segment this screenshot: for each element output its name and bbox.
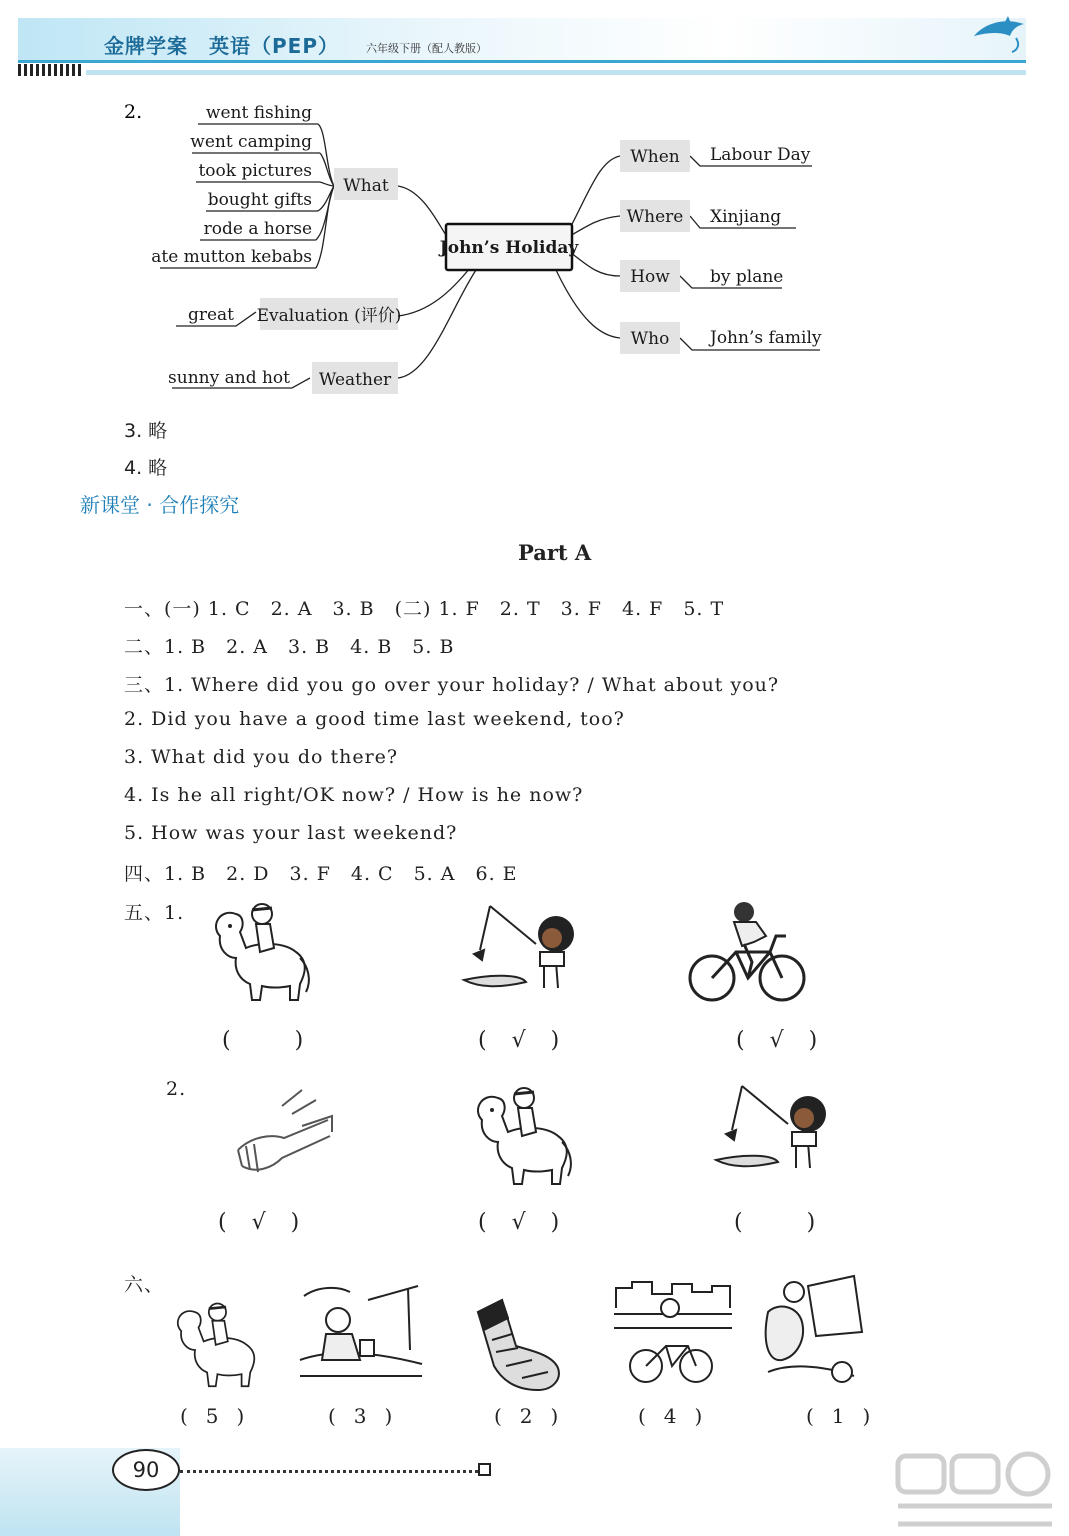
where-value: Xinjiang xyxy=(710,207,782,227)
weather-label: Weather xyxy=(318,370,392,390)
answer-line: 2. Did you have a good time last weekend, too? xyxy=(124,708,625,730)
fallen-boy-icon xyxy=(758,1272,870,1390)
answer-line: 4. Is he all right/OK now? / How is he now? xyxy=(124,784,584,806)
injured-hand-icon xyxy=(232,1086,338,1178)
page-number: 90 xyxy=(112,1449,180,1491)
watermark-logo-icon xyxy=(890,1450,1060,1532)
six-paren-3: ( 2 ) xyxy=(494,1404,559,1428)
what-item: ate mutton kebabs xyxy=(151,247,312,267)
five-row2-paren-1: ( √ ) xyxy=(218,1210,300,1235)
mindmap-number: 2. xyxy=(124,101,143,123)
what-item: bought gifts xyxy=(207,190,312,210)
five-row1-paren-1: ( ) xyxy=(222,1028,304,1053)
five-label: 五、1. xyxy=(124,902,185,924)
six-label: 六、 xyxy=(124,1274,165,1296)
five-label-2: 2. xyxy=(166,1078,187,1100)
what-item: took pictures xyxy=(198,161,312,181)
five-row2-paren-3: ( ) xyxy=(734,1210,816,1235)
book-subtitle: 六年级下册（配人教版） xyxy=(366,42,487,55)
what-item: went fishing xyxy=(205,103,312,123)
footer-dotted-rule xyxy=(180,1470,478,1473)
footer-square-icon xyxy=(478,1463,491,1476)
six-paren-1: ( 5 ) xyxy=(180,1404,245,1428)
horse-rider-icon xyxy=(462,1080,578,1190)
five-row1-paren-2: ( √ ) xyxy=(478,1028,560,1053)
when-value: Labour Day xyxy=(710,145,811,165)
horse-rider-icon xyxy=(200,896,316,1006)
part-title: Part A xyxy=(518,540,592,565)
weather-value: sunny and hot xyxy=(168,368,290,388)
mind-map xyxy=(0,0,1069,420)
note-3: 3. 略 xyxy=(124,420,168,442)
who-value: John’s family xyxy=(710,328,822,348)
who-label: Who xyxy=(630,329,670,349)
answer-line: 四、1. B 2. D 3. F 4. C 5. A 6. E xyxy=(124,863,518,885)
cycling-boy-icon xyxy=(686,900,808,1004)
mindmap-center: John’s Holiday xyxy=(439,238,579,258)
six-paren-5: ( 1 ) xyxy=(806,1404,871,1428)
section-title: 新课堂 · 合作探究 xyxy=(80,493,240,517)
answer-line: 5. How was your last weekend? xyxy=(124,822,458,844)
how-label: How xyxy=(630,267,670,287)
what-item: rode a horse xyxy=(203,219,312,239)
answer-line: 一、(一) 1. C 2. A 3. B (二) 1. F 2. T 3. F 4. F 5. T xyxy=(124,598,725,620)
what-label: What xyxy=(343,176,389,196)
five-row2-paren-2: ( √ ) xyxy=(478,1210,560,1235)
when-label: When xyxy=(630,147,680,167)
note-4: 4. 略 xyxy=(124,457,168,479)
fishing-camp-icon xyxy=(298,1280,424,1386)
how-value: by plane xyxy=(710,267,784,287)
city-cycling-icon xyxy=(612,1278,734,1386)
horse-rider-icon xyxy=(164,1296,264,1392)
evaluation-value: great xyxy=(187,305,234,325)
six-paren-4: ( 4 ) xyxy=(638,1404,703,1428)
book-title: 金牌学案 英语（PEP） xyxy=(104,34,339,58)
six-paren-2: ( 3 ) xyxy=(328,1404,393,1428)
bandaged-foot-icon xyxy=(472,1296,564,1394)
fishing-boy-icon xyxy=(712,1084,842,1176)
fishing-boy-icon xyxy=(460,904,590,996)
five-row1-paren-3: ( √ ) xyxy=(736,1028,818,1053)
answer-line: 3. What did you do there? xyxy=(124,746,399,768)
evaluation-label: Evaluation (评价) xyxy=(256,306,402,326)
answer-line: 三、1. Where did you go over your holiday? / What about you? xyxy=(124,674,780,696)
what-item: went camping xyxy=(190,132,312,152)
answer-line: 二、1. B 2. A 3. B 4. B 5. B xyxy=(124,636,455,658)
where-label: Where xyxy=(626,207,684,227)
